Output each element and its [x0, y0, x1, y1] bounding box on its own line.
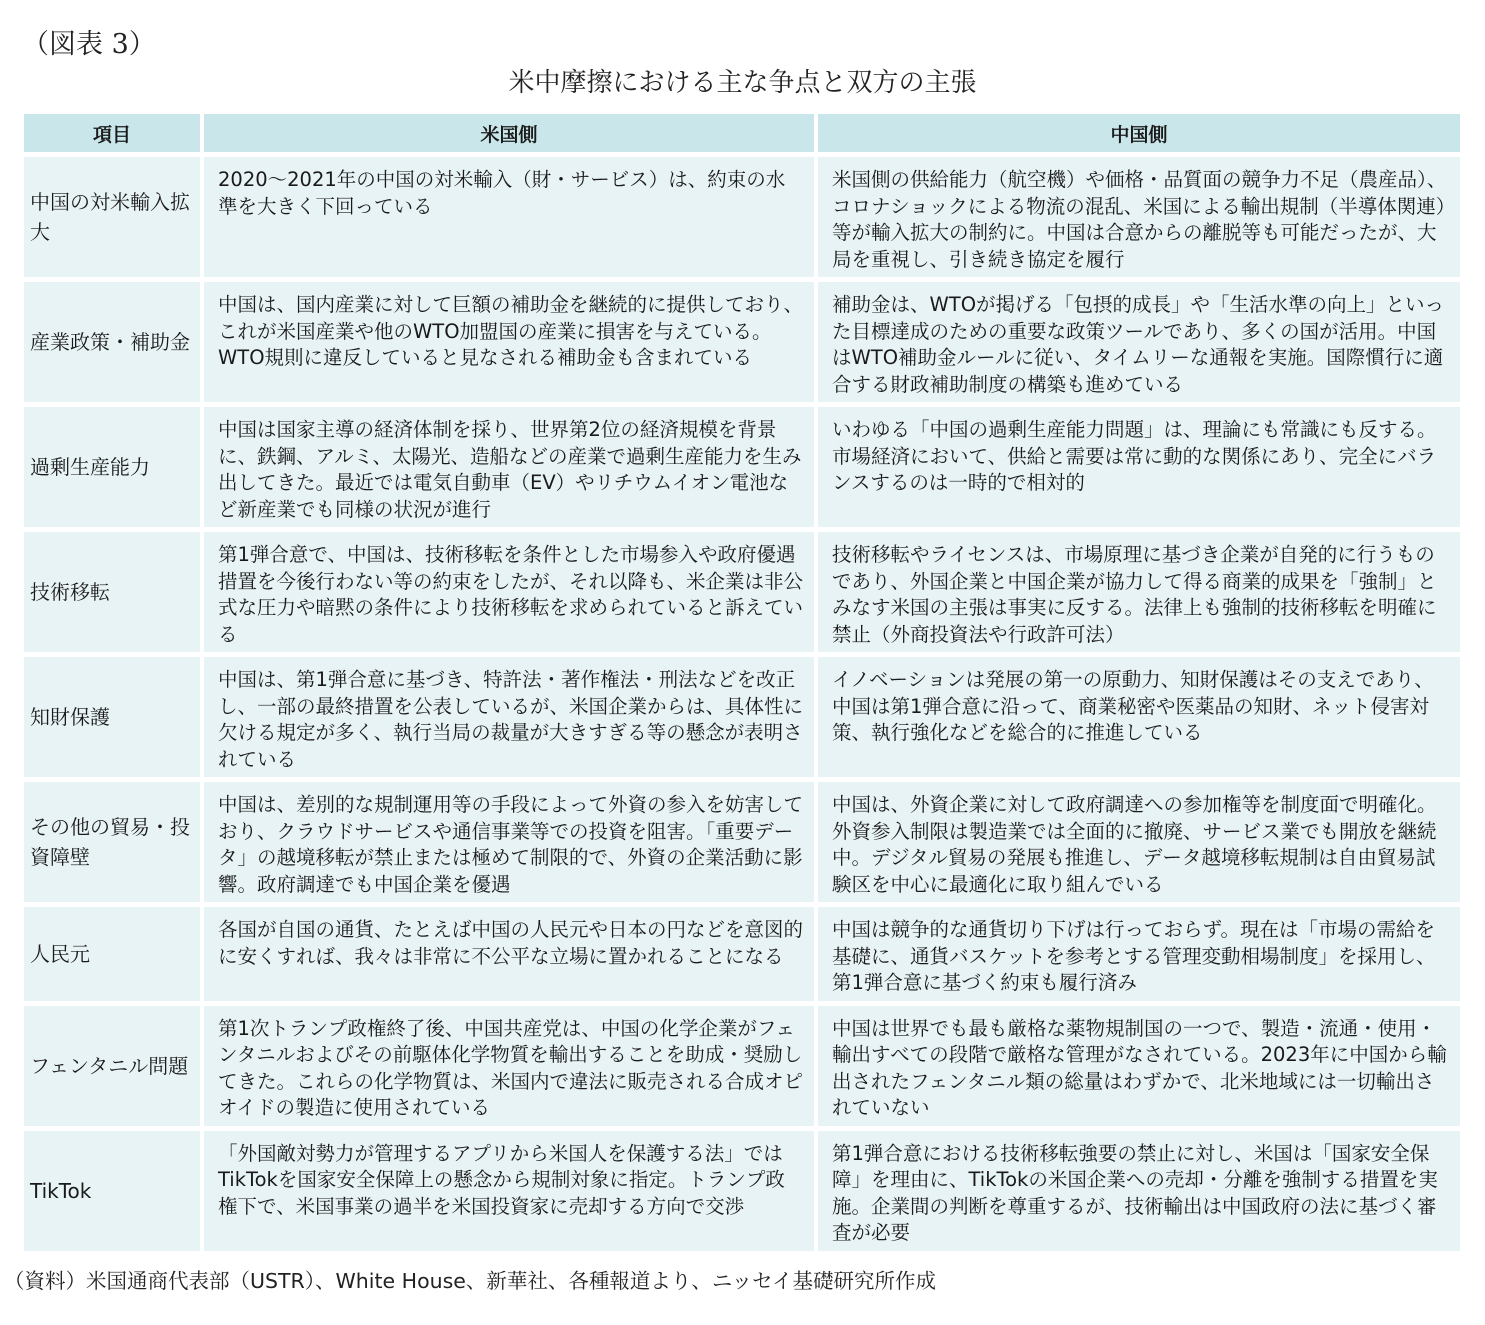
china-position-cell: 中国は競争的な通貨切り下げは行っておらず。現在は「市場の需給を基礎に、通貨バスケットを参考とする管理変動相場制度」を採用し、第1弾合意に基づく約束も履行済み [818, 907, 1460, 1006]
header-row [24, 114, 1460, 157]
comparison-table [24, 114, 1460, 1256]
row-item-label: 知財保護 [24, 657, 204, 782]
china-position-cell: いわゆる「中国の過剰生産能力問題」は、理論にも常識にも反する。市場経済において、供給と需要は常に動的な関係にあり、完全にバランスするのは一時的で相対的 [818, 407, 1460, 532]
china-position-cell: 中国は、外資企業に対して政府調達への参加権等を制度面で明確化。外資参入制限は製造業では全面的に撤廃、サービス業でも開放を継続中。デジタル貿易の発展も推進し、データ越境移転規制は自由貿易試験区を中心に最適化に取り組んでいる [818, 782, 1460, 907]
table-row [24, 1131, 1460, 1256]
us-position-cell: 第1次トランプ政権終了後、中国共産党は、中国の化学企業がフェンタニルおよびその前駆体化学物質を輸出することを助成・奨励してきた。これらの化学物質は、米国内で違法に販売される合成オピオイドの製造に使用されている [204, 1006, 818, 1131]
china-position-cell: 補助金は、WTOが掲げる「包摂的成長」や「生活水準の向上」といった目標達成のための重要な政策ツールであり、多くの国が活用。中国はWTO補助金ルールに従い、タイムリーな通報を実施。国際慣行に適合する財政補助制度の構築も進めている [818, 282, 1460, 407]
china-position-cell: 第1弾合意における技術移転強要の禁止に対し、米国は「国家安全保障」を理由に、TikTokの米国企業への売却・分離を強制する措置を実施。企業間の判断を尊重するが、技術輸出は中国政府の法に基づく審査が必要 [818, 1131, 1460, 1256]
table-row [24, 657, 1460, 782]
china-position-cell: 中国は世界でも最も厳格な薬物規制国の一つで、製造・流通・使用・輸出すべての段階で厳格な管理がなされている。2023年に中国から輸出されたフェンタニル類の総量はわずかで、北米地域には一切輸出されていない [818, 1006, 1460, 1131]
figure-label: （図表 3） [22, 29, 156, 60]
us-position-cell: 2020～2021年の中国の対米輸入（財・サービス）は、約束の水準を大きく下回っている [204, 157, 818, 282]
table-row [24, 1006, 1460, 1131]
table-row [24, 782, 1460, 907]
us-position-cell: 「外国敵対勢力が管理するアプリから米国人を保護する法」ではTikTokを国家安全保障上の懸念から規制対象に指定。トランプ政権下で、米国事業の過半を米国投資家に売却する方向で交渉 [204, 1131, 818, 1256]
table-title: 米中摩擦における主な争点と双方の主張 [508, 68, 977, 98]
us-position-cell: 中国は国家主導の経済体制を採り、世界第2位の経済規模を背景に、鉄鋼、アルミ、太陽光、造船などの産業で過剰生産能力を生み出してきた。最近では電気自動車（EV）やリチウムイオン電池など新産業でも同様の状況が進行 [204, 407, 818, 532]
row-item-label: 人民元 [24, 907, 204, 1006]
row-item-label: フェンタニル問題 [24, 1006, 204, 1131]
table-row [24, 532, 1460, 657]
table-row [24, 907, 1460, 1006]
header-china: 中国側 [818, 114, 1460, 157]
china-position-cell: イノベーションは発展の第一の原動力、知財保護はその支えであり、中国は第1弾合意に沿って、商業秘密や医薬品の知財、ネット侵害対策、執行強化などを総合的に推進している [818, 657, 1460, 782]
row-item-label: 中国の対米輸入拡大 [24, 157, 204, 282]
us-position-cell: 中国は、国内産業に対して巨額の補助金を継続的に提供しており、これが米国産業や他のWTO加盟国の産業に損害を与えている。WTO規則に違反していると見なされる補助金も含まれている [204, 282, 818, 407]
row-item-label: 技術移転 [24, 532, 204, 657]
row-item-label: その他の貿易・投資障壁 [24, 782, 204, 907]
row-item-label: 過剰生産能力 [24, 407, 204, 532]
header-us: 米国側 [204, 114, 818, 157]
us-position-cell: 中国は、差別的な規制運用等の手段によって外資の参入を妨害しており、クラウドサービスや通信事業等での投資を阻害。「重要データ」の越境移転が禁止または極めて制限的で、外資の企業活動に影響。政府調達でも中国企業を優遇 [204, 782, 818, 907]
source-note: （資料）米国通商代表部（USTR）、White House、新華社、各種報道より、ニッセイ基礎研究所作成 [4, 1269, 936, 1293]
us-position-cell: 各国が自国の通貨、たとえば中国の人民元や日本の円などを意図的に安くすれば、我々は非常に不公平な立場に置かれることになる [204, 907, 818, 1006]
table-row [24, 282, 1460, 407]
header-item: 項目 [24, 114, 204, 157]
row-item-label: TikTok [24, 1131, 204, 1256]
table-row [24, 407, 1460, 532]
china-position-cell: 技術移転やライセンスは、市場原理に基づき企業が自発的に行うものであり、外国企業と中国企業が協力して得る商業的成果を「強制」とみなす米国の主張は事実に反する。法律上も強制的技術移転を明確に禁止（外商投資法や行政許可法） [818, 532, 1460, 657]
table-row [24, 157, 1460, 282]
us-position-cell: 中国は、第1弾合意に基づき、特許法・著作権法・刑法などを改正し、一部の最終措置を公表しているが、米国企業からは、具体性に欠ける規定が多く、執行当局の裁量が大きすぎる等の懸念が表明されている [204, 657, 818, 782]
row-item-label: 産業政策・補助金 [24, 282, 204, 407]
china-position-cell: 米国側の供給能力（航空機）や価格・品質面の競争力不足（農産品）、コロナショックによる物流の混乱、米国による輸出規制（半導体関連）等が輸入拡大の制約に。中国は合意からの離脱等も可能だったが、大局を重視し、引き続き協定を履行 [818, 157, 1460, 282]
us-position-cell: 第1弾合意で、中国は、技術移転を条件とした市場参入や政府優遇措置を今後行わない等の約束をしたが、それ以降も、米企業は非公式な圧力や暗黙の条件により技術移転を求められていると訴えている [204, 532, 818, 657]
